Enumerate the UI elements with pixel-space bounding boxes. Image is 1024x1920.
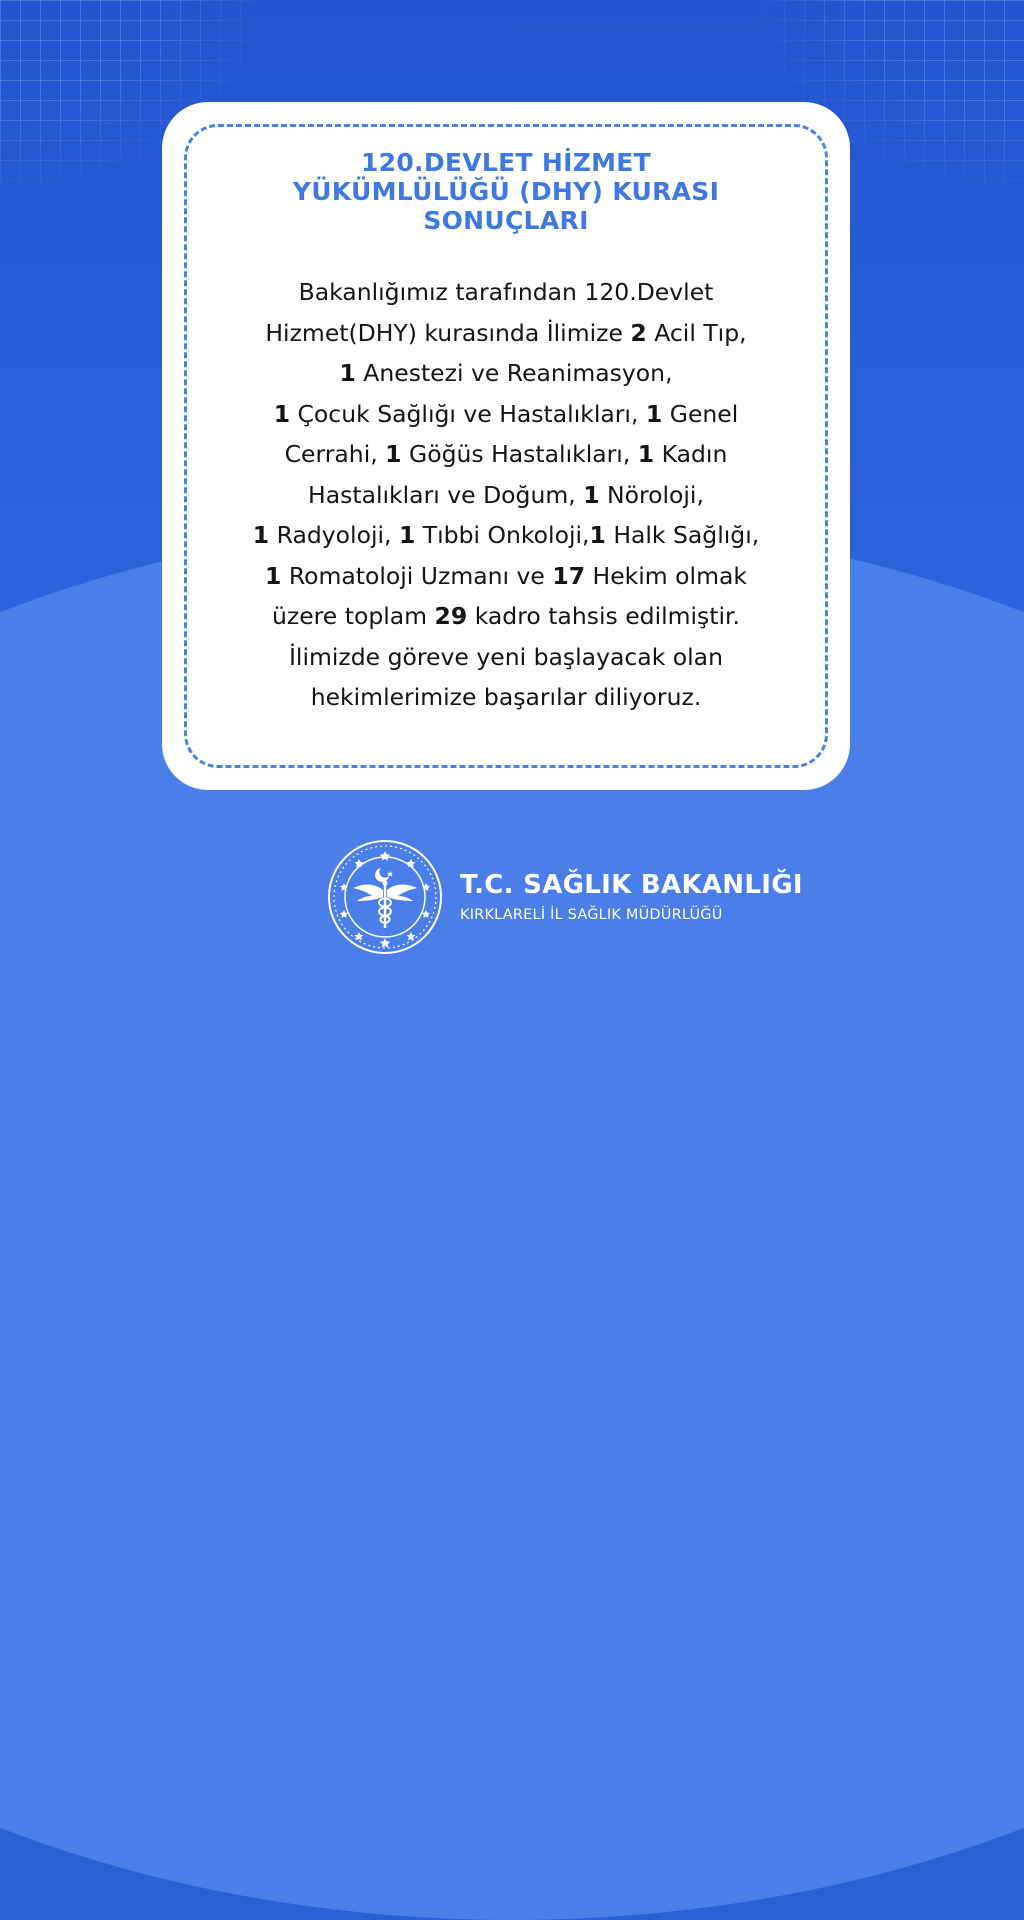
body-text: Hastalıkları ve Doğum, [308, 480, 584, 509]
body-line [188, 313, 824, 354]
count-value: 17 [552, 561, 586, 590]
body-line [188, 353, 824, 394]
body-line [188, 677, 824, 718]
body-text: Anestezi ve Reanimasyon, [355, 359, 673, 387]
body-text: Genel [662, 399, 739, 428]
announcement-card [162, 102, 850, 790]
body-line [188, 394, 824, 435]
count-value: 1 [637, 440, 655, 468]
body-line [188, 637, 824, 678]
body-text: Acil Tıp, [646, 318, 747, 347]
body-text: Nöroloji, [599, 480, 704, 509]
announcement-body [188, 272, 824, 718]
body-line [188, 475, 824, 516]
title-line: SONUÇLARI [423, 206, 589, 235]
count-value: 1 [339, 359, 356, 387]
body-text: hekimlerimize başarılar diliyoruz. [310, 683, 702, 711]
body-text: Romatoloji Uzmanı ve [281, 561, 553, 590]
count-value: 1 [589, 521, 606, 549]
count-value: 1 [583, 480, 600, 509]
body-text: Bakanlığımız tarafından 120.Devlet [298, 278, 714, 306]
count-value: 2 [630, 318, 647, 347]
body-text: Cerrahi, [284, 440, 386, 468]
count-value: 1 [273, 399, 291, 428]
body-text: Çocuk Sağlığı ve Hastalıkları, [290, 399, 646, 428]
ministry-of-health-seal-icon [326, 838, 444, 956]
footer-branding [326, 838, 803, 958]
body-line [188, 434, 824, 475]
body-text: Kadın [654, 440, 728, 468]
count-value: 1 [265, 561, 282, 590]
body-text: kadro tahsis edilmiştir. [467, 602, 741, 630]
announcement-title [202, 148, 810, 235]
body-line [188, 515, 824, 556]
title-line: YÜKÜMLÜLÜĞÜ (DHY) KURASI [292, 177, 720, 206]
body-line [188, 272, 824, 313]
title-line: 120.DEVLET HİZMET [360, 148, 652, 177]
body-text: Radyoloji, [269, 521, 399, 549]
count-value: 1 [645, 399, 663, 428]
body-text: üzere toplam [271, 602, 435, 630]
count-value: 1 [385, 440, 402, 468]
body-line [188, 596, 824, 637]
count-value: 1 [398, 521, 416, 549]
body-text: Hekim olmak [585, 561, 747, 590]
organization-name: T.C. SAĞLIK BAKANLIĞI [460, 870, 803, 900]
organization-subtitle: KIRKLARELİ İL SAĞLIK MÜDÜRLÜĞÜ [460, 907, 723, 923]
count-value: 29 [434, 602, 468, 630]
body-line [188, 556, 824, 597]
body-text: Tıbbi Onkoloji, [415, 521, 590, 549]
body-text: Halk Sağlığı, [605, 521, 760, 549]
count-value: 1 [252, 521, 270, 549]
body-text: Göğüs Hastalıkları, [401, 440, 638, 468]
body-text: Hizmet(DHY) kurasında İlimize [265, 318, 631, 347]
body-text: İlimizde göreve yeni başlayacak olan [289, 642, 723, 671]
